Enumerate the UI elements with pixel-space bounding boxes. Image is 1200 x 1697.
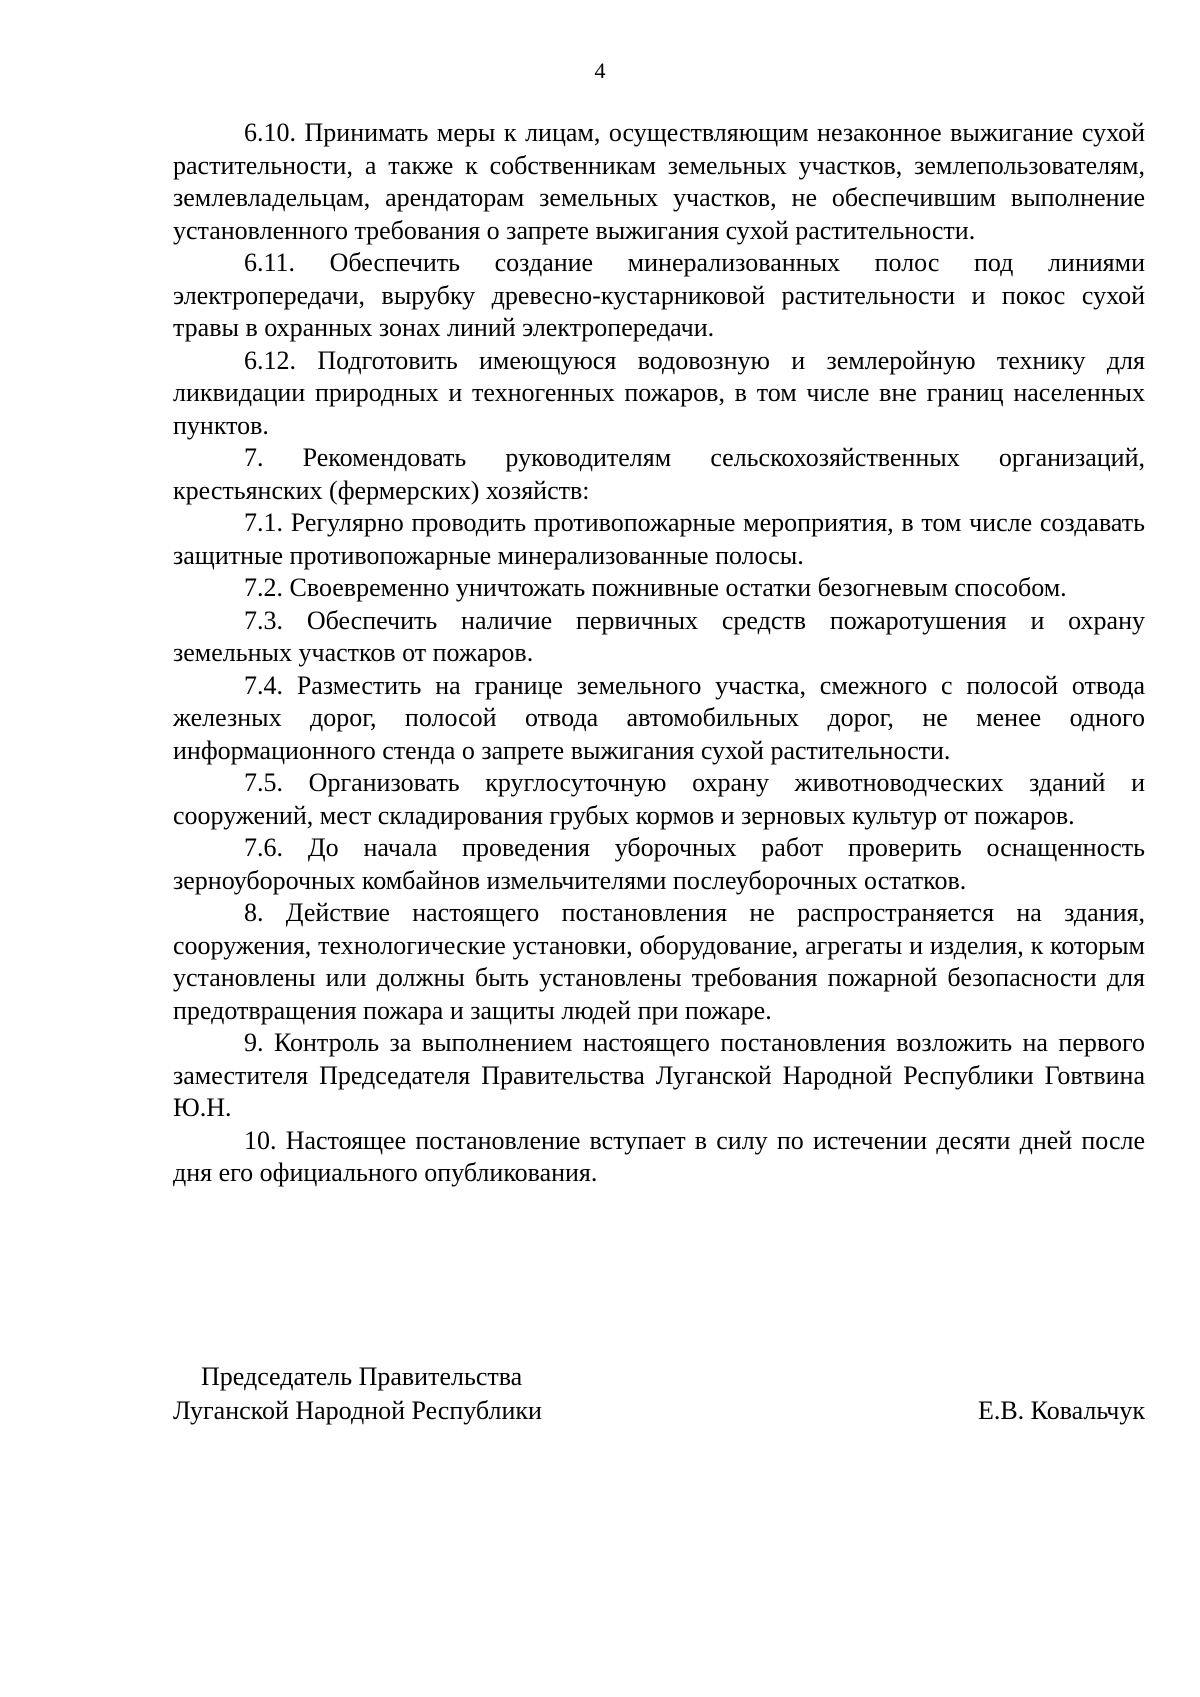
paragraph-9: 9. Контроль за выполнением настоящего постановления возложить на первого заместителя Председателя Правительства Луганской Народной Республики Говтвина Ю.Н. [173, 1028, 1145, 1122]
paragraph-7-5: 7.5. Организовать круглосуточную охрану животноводческих зданий и сооружений, мест складирования грубых кормов и зерновых культур от пожаров. [173, 768, 1145, 830]
paragraph-6-12: 6.12. Подготовить имеющуюся водовозную и землеройную технику для ликвидации природных и техногенных пожаров, в том числе вне границ населенных пунктов. [173, 345, 1145, 440]
paragraph-7-1: 7.1. Регулярно проводить противопожарные мероприятия, в том числе создавать защитные противопожарные минерализованные полосы. [173, 508, 1145, 570]
signatory-title-line-1: Председатель Правительства [201, 1362, 523, 1391]
signature-block [173, 1360, 1145, 1428]
signature-line [173, 1394, 1145, 1428]
paragraph-6-11: 6.11. Обеспечить создание минерализованных полос под линиями электропередачи, вырубку древесно-кустарниковой растительности и покос сухой травы в охранных зонах линий электропередачи. [173, 248, 1145, 342]
paragraph-7-4: 7.4. Разместить на границе земельного участка, смежного с полосой отвода железных дорог, полосой отвода автомобильных дорог, не менее одного информационного стенда о запрете выжигания сухой растительности. [173, 670, 1145, 765]
signatory-title-line-2: Луганской Народной Республики [173, 1396, 542, 1425]
paragraph-7-3: 7.3. Обеспечить наличие первичных средств пожаротушения и охрану земельных участков от пожаров. [173, 605, 1145, 667]
paragraph-10: 10. Настоящее постановление вступает в силу по истечении десяти дней после дня его официального опубликования. [173, 1125, 1145, 1187]
document-body [173, 117, 1145, 1190]
paragraph-7-6: 7.6. До начала проведения уборочных работ проверить оснащенность зерноуборочных комбайнов измельчителями послеуборочных остатков. [173, 833, 1145, 895]
paragraph-7-2: 7.2. Своевременно уничтожать пожнивные остатки безогневым способом. [244, 573, 1067, 602]
paragraph-8: 8. Действие настоящего постановления не распространяется на здания, сооружения, технологические установки, оборудование, агрегаты и изделия, к которым установлены или должны быть установлены требования пожарной безопасности для предотвращения пожара и защиты людей при пожаре. [173, 898, 1145, 1025]
page-number: 4 [594, 58, 606, 83]
signatory-name: Е.В. Ковальчук [977, 1396, 1145, 1425]
paragraph-7: 7. Рекомендовать руководителям сельскохозяйственных организаций, крестьянских (фермерских) хозяйств: [173, 443, 1145, 505]
paragraph-6-10: 6.10. Принимать меры к лицам, осуществляющим незаконное выжигание сухой растительности, а также к собственникам земельных участков, землепользователям, землевладельцам, арендаторам земельных участков, не обеспечившим выполнение установленного требования о запрете выжигания сухой растительности. [173, 118, 1145, 245]
